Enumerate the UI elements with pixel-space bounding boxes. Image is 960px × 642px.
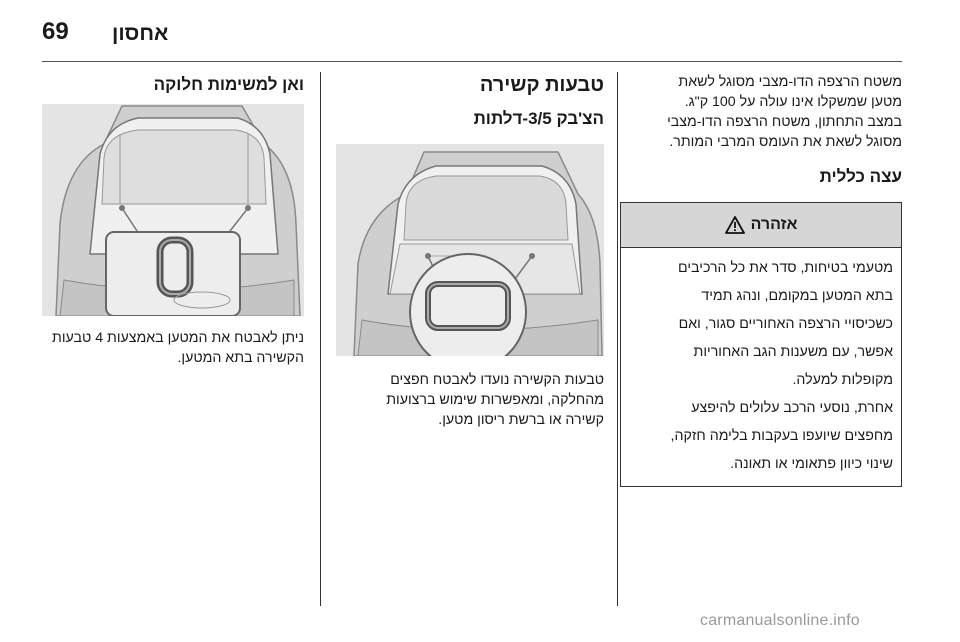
section-title: אחסון [112, 22, 169, 45]
lashing-eyes-caption [336, 370, 604, 430]
van-lashing-caption [42, 328, 304, 368]
text-line: שינוי כיוון פתאומי או תאונה. [730, 456, 893, 472]
site-watermark: carmanualsonline.info [700, 612, 860, 629]
hatchback-lashing-eyes-illustration [336, 144, 604, 356]
header-rule [42, 61, 902, 62]
text-line: מטען שמשקלו אינו עולה על 100 ק"ג. [684, 94, 902, 110]
text-line: מחפצים שיועפו בעקבות בלימה חזקה, [670, 428, 893, 444]
warning-triangle-icon [725, 216, 745, 234]
warning-body [621, 248, 901, 486]
text-line: אחרת, נוסעי הרכב עלולים להיפצע [691, 400, 893, 416]
column-left [42, 72, 304, 368]
text-line: מהחלקה, ומאפשרות שימוש ברצועות [386, 392, 604, 408]
text-line: ניתן לאבטח את המטען באמצעות 4 טבעות [52, 330, 304, 346]
text-line: הקשירה בתא המטען. [177, 350, 304, 366]
warning-paragraph-2 [629, 398, 893, 474]
general-tip-heading: עצה כללית [819, 167, 902, 186]
column-divider-left [320, 72, 321, 606]
column-middle [336, 72, 604, 430]
text-line: אפשר, עם משענות הגב האחוריות [693, 344, 893, 360]
text-line: קשירה או ברשת ריסון מטען. [438, 412, 604, 428]
text-line: בתא המטען במקומם, ונהג תמיד [701, 288, 893, 304]
text-line: טבעות הקשירה נועדו לאבטח חפצים [390, 372, 604, 388]
column-right [620, 72, 902, 487]
lashing-eyes-heading: טבעות קשירה [479, 74, 604, 96]
delivery-van-heading: ואן למשימות חלוקה [153, 75, 304, 94]
page-number: 69 [42, 18, 69, 45]
hatchback-subheading: הצ'בק 3/5-דלתות [473, 109, 604, 128]
text-line: מטעמי בטיחות, סדר את כל הרכיבים [678, 260, 893, 276]
warning-paragraph-1 [629, 258, 893, 390]
column-divider-right [617, 72, 618, 606]
floor-load-paragraph [620, 72, 902, 152]
text-line: כשכיסויי הרצפה האחוריים סגור, ואם [678, 316, 893, 332]
warning-box [620, 202, 902, 487]
warning-header [621, 203, 901, 248]
text-line: מקופלות למעלה. [792, 372, 893, 388]
text-line: במצב התחתון, משטח הרצפה הדו-מצבי [667, 114, 902, 130]
text-line: מסוגל לשאת את העומס המרבי המותר. [669, 134, 902, 150]
warning-title: אזהרה [750, 216, 798, 233]
text-line: משטח הרצפה הדו-מצבי מסוגל לשאת [678, 74, 902, 90]
van-lashing-eyes-illustration [42, 104, 304, 316]
